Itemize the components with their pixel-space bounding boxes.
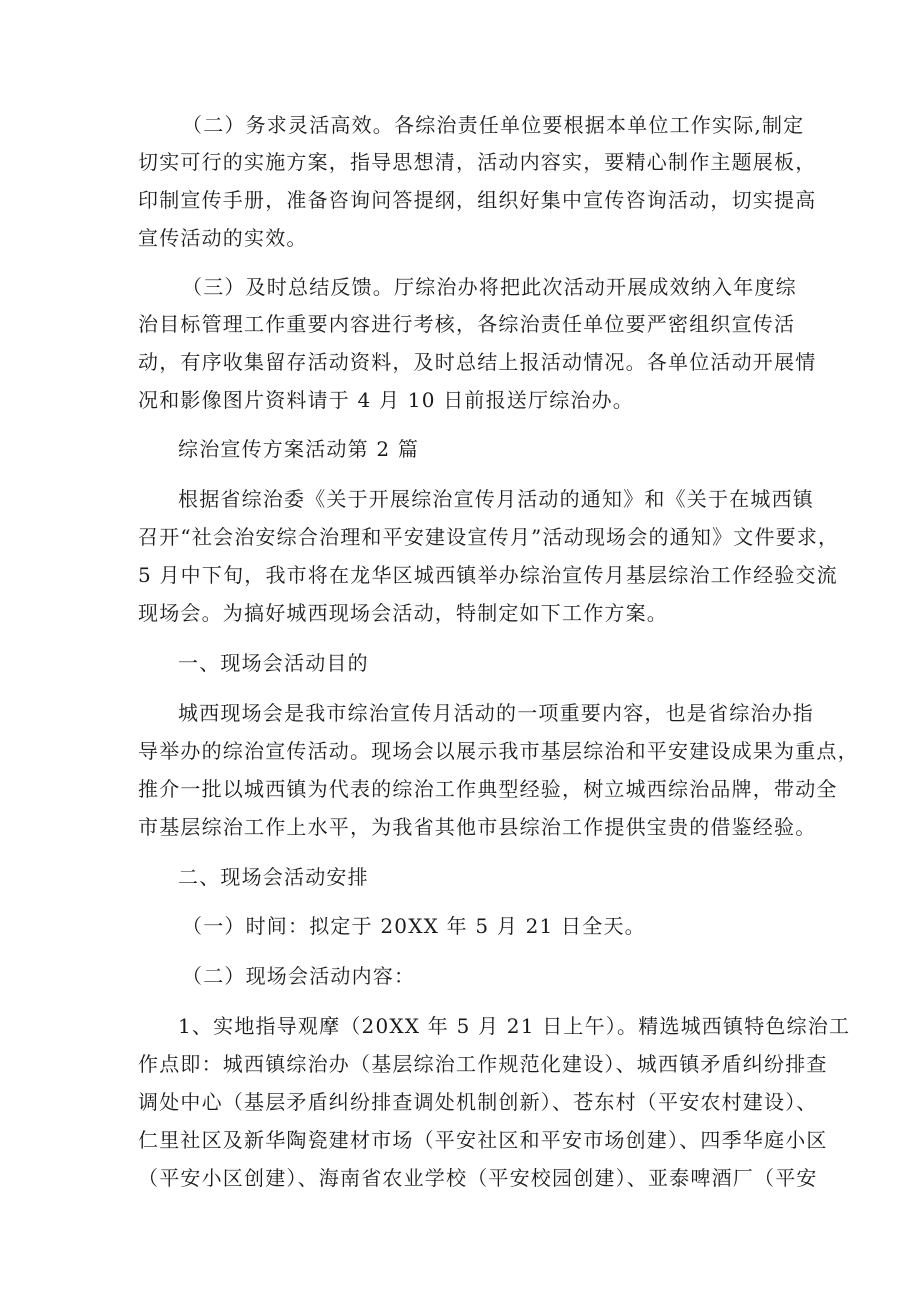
section-heading: 一、现场会活动目的 (178, 651, 369, 675)
text-line: 召开“社会治安综合治理和平安建设宣传月”活动现场会的通知》文件要求， (138, 525, 840, 549)
text-line: 市基层综治工作上水平，为我省其他市县综治工作提供宝贵的借鉴经验。 (138, 815, 817, 839)
text-line: 1、实地指导观摩（20XX 年 5 月 21 日上午）。精选城西镇特色综治工 (178, 1014, 851, 1038)
text-line: （三）及时总结反馈。厅综治办将把此次活动开展成效纳入年度综 (182, 275, 797, 299)
text-line: 5 月中下旬，我市将在龙华区城西镇举办综治宣传月基层综治工作经验交流 (138, 563, 838, 587)
text-line: （二）现场会活动内容： (182, 964, 416, 988)
text-line: 调处中心（基层矛盾纠纷排查调处机制创新）、苍东村（平安农村建设）、 (138, 1090, 818, 1114)
text-line: 推介一批以城西镇为代表的综治工作典型经验，树立城西综治品牌，带动全 (138, 777, 838, 801)
section-heading: 二、现场会活动安排 (178, 865, 369, 889)
text-line: 动，有序收集留存活动资料，及时总结上报活动情况。各单位活动开展情 (138, 350, 817, 374)
text-line: 切实可行的实施方案，指导思想清，活动内容实，要精心制作主题展板， (138, 150, 817, 174)
text-line: 导举办的综治宣传活动。现场会以展示我市基层综治和平安建设成果为重点， (138, 739, 859, 763)
text-line: 城西现场会是我市综治宣传月活动的一项重要内容，也是省综治办指 (178, 701, 814, 725)
section-title: 综治宣传方案活动第 2 篇 (178, 437, 420, 461)
text-line: （平安小区创建）、海南省农业学校（平安校园创建）、亚泰啤酒厂（平安 (138, 1166, 818, 1190)
text-line: 根据省综治委《关于开展综治宣传月活动的通知》和《关于在城西镇 (178, 487, 814, 511)
text-line: （二）务求灵活高效。各综治责任单位要根据本单位工作实际,制定 (182, 113, 805, 137)
text-line: （一）时间：拟定于 20XX 年 5 月 21 日全天。 (182, 914, 646, 938)
text-line: 仁里社区及新华陶瓷建材市场（平安社区和平安市场创建）、四季华庭小区 (138, 1128, 828, 1152)
text-line: 印制宣传手册，准备咨询问答提纲，组织好集中宣传咨询活动，切实提高 (138, 188, 817, 212)
text-line: 作点即：城西镇综治办（基层综治工作规范化建设）、城西镇矛盾纠纷排查 (138, 1052, 828, 1076)
text-line: 况和影像图片资料请于 4 月 10 日前报送厅综治办。 (138, 388, 635, 412)
text-line: 宣传活动的实效。 (138, 226, 308, 250)
text-line: 治目标管理工作重要内容进行考核，各综治责任单位要严密组织宣传活 (138, 312, 796, 336)
text-line: 现场会。为搞好城西现场会活动，特制定如下工作方案。 (138, 601, 668, 625)
